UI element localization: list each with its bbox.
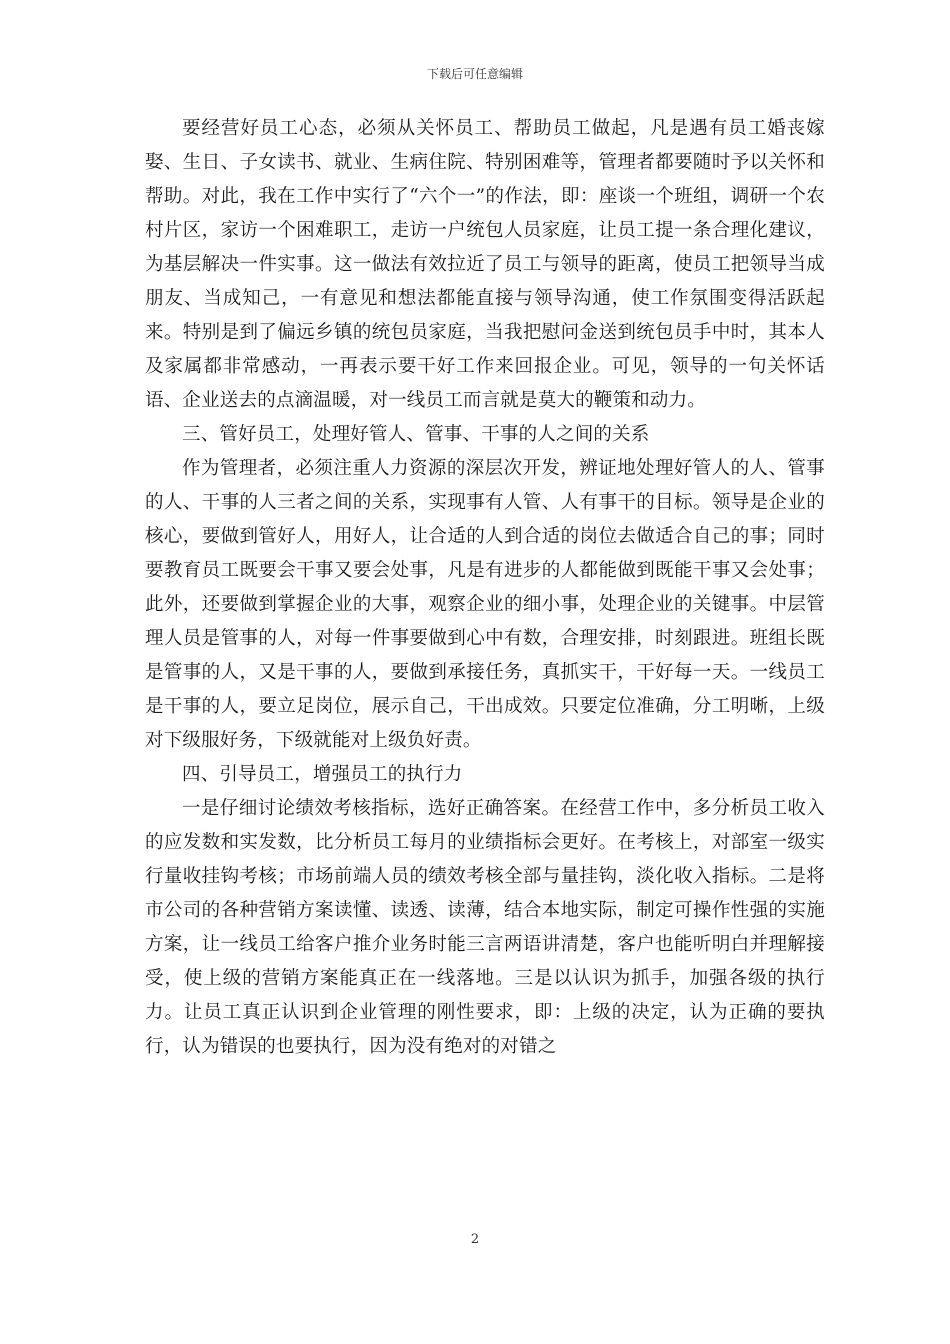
paragraph-managing-relations: 作为管理者，必须注重人力资源的深层次开发，辨证地处理好管人的人、管事的人、干事的人三者之间的关系，实现事有人管、人有事干的目标。领导是企业的核心，要做到管好人，用好人，让合适的人到合适的岗位去做适合自己的事；同时要教育员工既要会干事又要会处事，凡是有进步的人都能做到既能干事又会处事；此外，还要做到掌握企业的大事，观察企业的细小事，处理企业的关键事。中层管理人员是管事的人，对每一件事要做到心中有数，合理安排，时刻跟进。班组长既是管事的人，又是干事的人，要做到承接任务，真抓实干，干好每一天。一线员工是干事的人，要立足岗位，展示自己，干出成效。只要定位准确，分工明晰，上级对下级服好务，下级就能对上级负好责。 xyxy=(145,458,825,751)
section-heading-three: 三、管好员工，处理好管人、管事、干事的人之间的关系 xyxy=(182,424,650,445)
document-body xyxy=(145,112,825,1064)
paragraph-care-for-employees: 要经营好员工心态，必须从关怀员工、帮助员工做起，凡是遇有员工婚丧嫁娶、生日、子女读书、就业、生病住院、特别困难等，管理者都要随时予以关怀和帮助。对此，我在工作中实行了“六个一”的作法，即：座谈一个班组，调研一个农村片区，家访一个困难职工，走访一户统包人员家庭，让员工提一条合理化建议，为基层解决一件实事。这一做法有效拉近了员工与领导的距离，使员工把领导当成朋友、当成知己，一有意见和想法都能直接与领导沟通，使工作氛围变得活跃起来。特别是到了偏远乡镇的统包员家庭，当我把慰问金送到统包员手中时，其本人及家属都非常感动，一再表示要干好工作来回报企业。可见，领导的一句关怀话语、企业送去的点滴温暖，对一线员工而言就是莫大的鞭策和动力。 xyxy=(145,118,825,411)
section-heading-four: 四、引导员工，增强员工的执行力 xyxy=(182,764,463,785)
paragraph-execution: 一是仔细讨论绩效考核指标，选好正确答案。在经营工作中，多分析员工收入的应发数和实发数，比分析员工每月的业绩指标会更好。在考核上，对部室一级实行量收挂钩考核；市场前端人员的绩效考核全部与量挂钩，淡化收入指标。二是将市公司的各种营销方案读懂、读透、读薄，结合本地实际，制定可操作性强的实施方案，让一线员工给客户推介业务时能三言两语讲清楚，客户也能听明白并理解接受，使上级的营销方案能真正在一线落地。三是以认识为抓手，加强各级的执行力。让员工真正认识到企业管理的刚性要求，即：上级的决定，认为正确的要执行，认为错误的也要执行，因为没有绝对的对错之 xyxy=(145,798,825,1057)
page-number: 2 xyxy=(470,1232,480,1247)
page-header: 下载后可任意编辑 xyxy=(426,67,523,81)
